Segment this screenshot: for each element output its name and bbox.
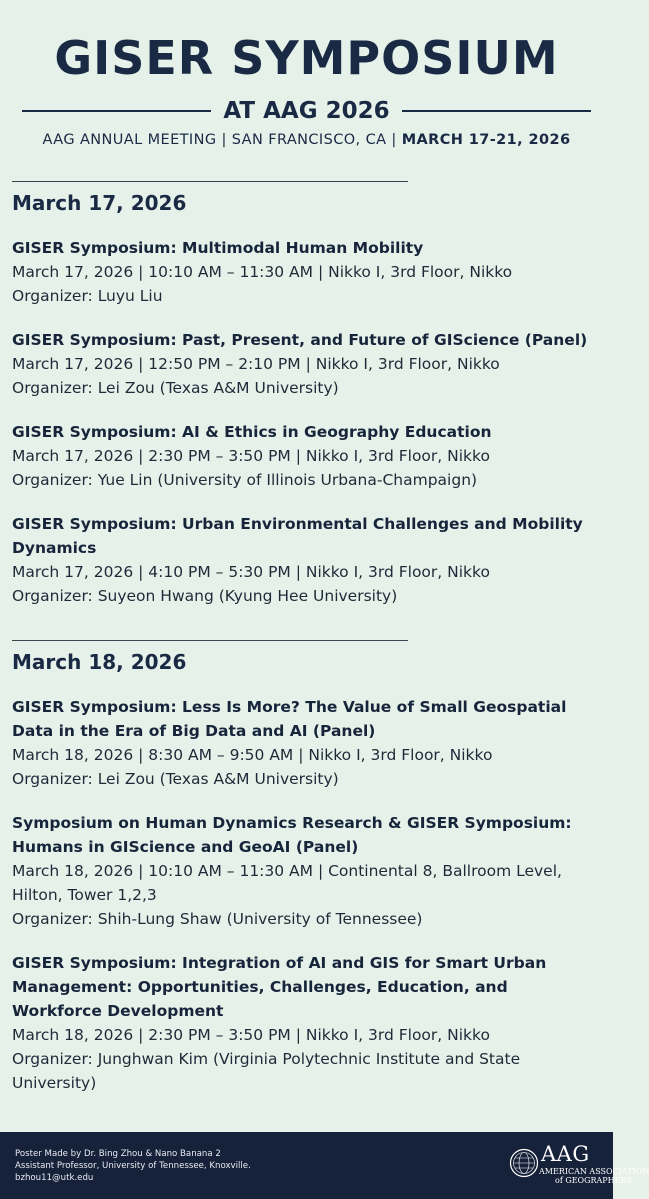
day-section-march-17 bbox=[12, 181, 602, 608]
session-organizer: Organizer: Yue Lin (University of Illinois Urbana-Champaign) bbox=[12, 471, 478, 489]
session-title: GISER Symposium: Multimodal Human Mobility bbox=[12, 239, 424, 257]
aag-logo bbox=[509, 1140, 649, 1192]
subtitle-row bbox=[0, 98, 613, 124]
session-details: March 17, 2026 | 4:10 PM – 5:30 PM | Nikko I, 3rd Floor, Nikko bbox=[12, 563, 490, 581]
session-item bbox=[12, 951, 602, 1095]
footer-position-line: Assistant Professor, University of Tennessee, Knoxville. bbox=[15, 1161, 251, 1171]
poster-title: GISER SYMPOSIUM bbox=[54, 31, 559, 85]
session-organizer: Organizer: Suyeon Hwang (Kyung Hee University) bbox=[12, 587, 398, 605]
aag-name-line-1: AMERICAN ASSOCIATION bbox=[539, 1167, 649, 1176]
aag-full-name bbox=[539, 1167, 649, 1185]
session-title: GISER Symposium: AI & Ethics in Geography Education bbox=[12, 423, 492, 441]
subtitle-rule-right bbox=[402, 110, 591, 112]
session-details: March 18, 2026 | 10:10 AM – 11:30 AM | Continental 8, Ballroom Level, Hilton, Tower 1,2,3 bbox=[12, 862, 562, 904]
date-heading: March 17, 2026 bbox=[12, 191, 187, 215]
session-title: GISER Symposium: Urban Environmental Challenges and Mobility Dynamics bbox=[12, 515, 583, 557]
globe-seal-icon bbox=[509, 1148, 539, 1178]
session-title: GISER Symposium: Less Is More? The Value of Small Geospatial Data in the Era of Big Data and AI (Panel) bbox=[12, 698, 567, 740]
footer-credit-line: Poster Made by Dr. Bing Zhou & Nano Banana 2 bbox=[15, 1149, 221, 1159]
session-item bbox=[12, 512, 602, 608]
section-divider bbox=[12, 640, 408, 641]
meeting-location: SAN FRANCISCO, CA bbox=[231, 132, 387, 148]
session-item bbox=[12, 420, 602, 492]
meeting-dates: MARCH 17-21, 2026 bbox=[401, 132, 571, 148]
session-organizer: Organizer: Lei Zou (Texas A&M University) bbox=[12, 379, 339, 397]
meeting-info bbox=[0, 132, 613, 148]
meeting-name: AAG ANNUAL MEETING bbox=[42, 132, 217, 148]
day-section-march-18 bbox=[12, 640, 602, 1095]
footer-credits bbox=[15, 1148, 251, 1184]
session-organizer: Organizer: Lei Zou (Texas A&M University) bbox=[12, 770, 339, 788]
session-title: GISER Symposium: Past, Present, and Future of GIScience (Panel) bbox=[12, 331, 588, 349]
separator: | bbox=[391, 132, 397, 148]
aag-name-line-2: of GEOGRAPHERS bbox=[555, 1176, 633, 1185]
session-details: March 17, 2026 | 12:50 PM – 2:10 PM | Nikko I, 3rd Floor, Nikko bbox=[12, 355, 500, 373]
aag-wordmark: AAG bbox=[541, 1142, 590, 1166]
session-organizer: Organizer: Luyu Liu bbox=[12, 287, 163, 305]
subtitle-rule-left bbox=[22, 110, 211, 112]
session-details: March 17, 2026 | 2:30 PM – 3:50 PM | Nikko I, 3rd Floor, Nikko bbox=[12, 447, 490, 465]
session-organizer: Organizer: Junghwan Kim (Virginia Polytechnic Institute and State University) bbox=[12, 1050, 521, 1092]
poster-subtitle: AT AAG 2026 bbox=[223, 98, 390, 124]
session-title: Symposium on Human Dynamics Research & GISER Symposium: Humans in GIScience and GeoAI (Panel) bbox=[12, 814, 572, 856]
date-heading: March 18, 2026 bbox=[12, 650, 187, 674]
session-item bbox=[12, 328, 602, 400]
poster-header bbox=[0, 0, 613, 148]
session-item bbox=[12, 695, 602, 791]
session-organizer: Organizer: Shih-Lung Shaw (University of Tennessee) bbox=[12, 910, 423, 928]
poster-footer bbox=[0, 1132, 649, 1199]
section-divider bbox=[12, 181, 408, 182]
session-item bbox=[12, 236, 602, 308]
separator: | bbox=[221, 132, 227, 148]
session-details: March 17, 2026 | 10:10 AM – 11:30 AM | Nikko I, 3rd Floor, Nikko bbox=[12, 263, 513, 281]
session-details: March 18, 2026 | 2:30 PM – 3:50 PM | Nikko I, 3rd Floor, Nikko bbox=[12, 1026, 490, 1044]
session-details: March 18, 2026 | 8:30 AM – 9:50 AM | Nikko I, 3rd Floor, Nikko bbox=[12, 746, 493, 764]
session-item bbox=[12, 811, 602, 931]
session-title: GISER Symposium: Integration of AI and GIS for Smart Urban Management: Opportunities, Challenges, Education, and Workforce Development bbox=[12, 954, 547, 1020]
footer-email: bzhou11@utk.edu bbox=[15, 1173, 94, 1183]
